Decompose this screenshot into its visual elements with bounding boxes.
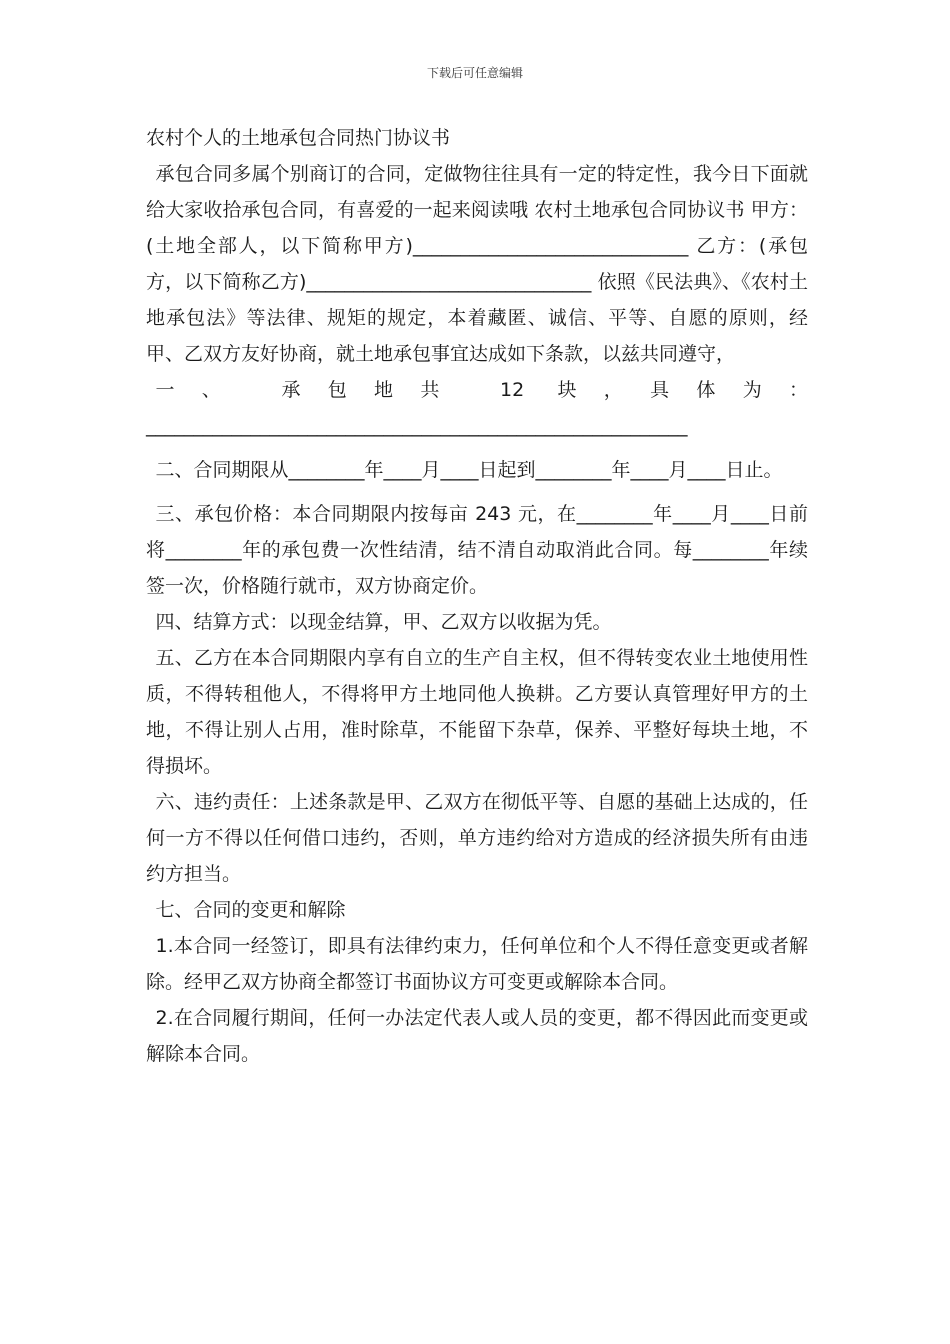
clause-1: 一、 承包地共 12 块，具体为：_________________________________________________________ <box>146 379 808 437</box>
clause-7-heading: 七、合同的变更和解除 <box>155 899 346 921</box>
document-body <box>146 120 808 1072</box>
clause-6: 六、违约责任：上述条款是甲、乙双方在彻低平等、自愿的基础上达成的，任何一方不得以任何借口违约，否则，单方违约给对方造成的经济损失所有由违约方担当。 <box>146 791 808 885</box>
clause-3: 三、承包价格：本合同期限内按每亩 243 元，在________年____月____日前将________年的承包费一次性结清，结不清自动取消此合同。每________年续签一次，价格随行就市，双方协商定价。 <box>146 503 808 597</box>
clause-7-item-1: 1.本合同一经签订，即具有法律约束力，任何单位和个人不得任意变更或者解除。经甲乙双方协商全都签订书面协议方可变更或解除本合同。 <box>146 935 808 993</box>
document-title: 农村个人的土地承包合同热门协议书 <box>146 127 451 149</box>
intro-paragraph: 承包合同多属个别商订的合同，定做物往往具有一定的特定性，我今日下面就给大家收拾承包合同，有喜爱的一起来阅读哦 农村土地承包合同协议书 甲方：(土地全部人，以下简称甲方)_____________________________ 乙方：(承包方，以下简称乙方)______________________________ 依照《民法典》、《农村土地承包法》等法律、规矩的规定，本着藏匿、诚信、平等、自愿的原则，经甲、乙双方友好协商，就土地承包事宜达成如下条款，以兹共同遵守， <box>146 163 808 365</box>
clause-7-item-2: 2.在合同履行期间，任何一办法定代表人或人员的变更，都不得因此而变更或解除本合同。 <box>146 1007 808 1065</box>
clause-4: 四、结算方式：以现金结算，甲、乙双方以收据为凭。 <box>155 611 612 633</box>
clause-5: 五、乙方在本合同期限内享有自立的生产自主权，但不得转变农业土地使用性质，不得转租他人，不得将甲方土地同他人换耕。乙方要认真管理好甲方的土地，不得让别人占用，准时除草，不能留下杂草，保养、平整好每块土地，不得损坏。 <box>146 647 808 777</box>
clause-2: 二、合同期限从________年____月____日起到________年____月____日止。 <box>155 459 783 481</box>
page-header-note: 下载后可任意编辑 <box>426 66 523 80</box>
